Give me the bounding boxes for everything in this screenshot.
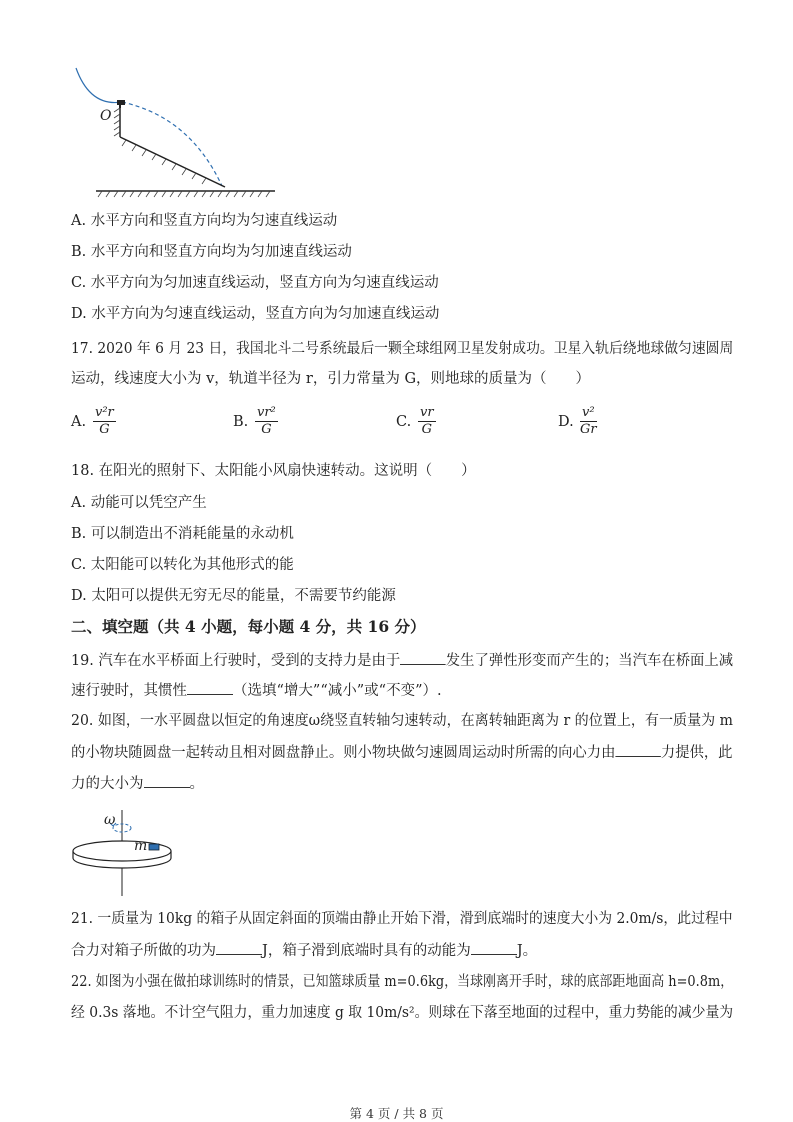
q20-line2 (71, 742, 733, 763)
point-o-label: O (100, 108, 112, 124)
disc-diagram (70, 808, 190, 898)
answer-blank[interactable] (615, 742, 660, 757)
answer-blank[interactable] (216, 940, 262, 955)
q18-option-d: D. 太阳可以提供无穷无尽的能量，不需要节约能源 (71, 588, 396, 604)
fraction-numerator: vr (420, 405, 434, 420)
q20-line1: 20. 如图，一水平圆盘以恒定的角速度ω绕竖直转轴匀速转动，在离转轴距离为 r 的位置上，有一质量为 m (71, 713, 733, 729)
answer-blank[interactable] (400, 650, 446, 665)
q17-option-b-fraction (255, 405, 278, 438)
omega-label: ω (104, 812, 116, 828)
q16-option-b: B. 水平方向和竖直方向均为匀加速直线运动 (71, 244, 352, 260)
q21-text-1: 合力对箱子所做的功为 (71, 943, 216, 959)
q17-stem-line2: 运动，线速度大小为 v，轨道半径为 r，引力常量为 G，则地球的质量为（ ） (71, 371, 591, 387)
q19-text-2: 发生了弹性形变而产生的；当汽车在桥面上减 (445, 653, 734, 669)
q16-option-a: A. 水平方向和竖直方向均为匀速直线运动 (71, 213, 338, 229)
fraction-numerator: v² (580, 405, 597, 422)
q18-option-b: B. 可以制造出不消耗能量的永动机 (71, 526, 294, 542)
answer-blank[interactable] (471, 940, 517, 955)
fraction-numerator: vr² (257, 405, 276, 420)
q21-line2 (71, 940, 537, 961)
q17-option-a-label: A. (71, 414, 87, 430)
q20-text-3: 力的大小为 (71, 776, 144, 792)
q17-option-d-fraction (580, 405, 597, 438)
q21-line1: 21. 一质量为 10kg 的箱子从固定斜面的顶端由静止开始下滑，滑到底端时的速度大小为 2.0m/s，此过程中 (71, 911, 733, 927)
q17-option-b-label: B. (233, 414, 249, 430)
q18-stem: 18. 在阳光的照射下、太阳能小风扇快速转动。这说明（ ） (71, 463, 476, 479)
fraction-denominator: G (421, 422, 432, 437)
q20-text-2: 力提供，此 (660, 745, 733, 761)
q20-line3 (71, 773, 204, 794)
q19-text-3: 速行驶时，其惯性 (71, 683, 187, 699)
fraction-numerator: v²r (95, 405, 114, 420)
q21-text-2: J，箱子滑到底端时具有的动能为 (262, 943, 471, 959)
q18-option-a: A. 动能可以凭空产生 (71, 495, 207, 511)
answer-blank[interactable] (187, 680, 233, 695)
q20-text-1: 的小物块随圆盘一起转动且相对圆盘静止。则小物块做匀速圆周运动时所需的向心力由 (71, 745, 616, 761)
fraction-denominator: G (261, 422, 272, 437)
q22-line2: 经 0.3s 落地。不计空气阻力，重力加速度 g 取 10m/s²。则球在下落至地面的过程中，重力势能的减少量为 (71, 1005, 734, 1021)
q20-text-4: 。 (189, 776, 204, 792)
fraction-denominator: Gr (580, 422, 597, 437)
q17-option-c-fraction (418, 405, 436, 438)
q17-option-d-label: D. (558, 414, 574, 430)
page-footer: 第 4 页 / 共 8 页 (349, 1106, 444, 1121)
section-title-fill-in: 二、填空题（共 4 小题，每小题 4 分，共 16 分） (71, 617, 426, 636)
q21-text-3: J。 (516, 943, 538, 959)
q16-option-c: C. 水平方向为匀加速直线运动，竖直方向为匀速直线运动 (71, 275, 439, 291)
projectile-diagram (70, 62, 280, 202)
answer-blank[interactable] (144, 773, 190, 788)
q19-line1 (71, 650, 733, 671)
figure-rotating-disc (70, 808, 190, 898)
q16-option-d: D. 水平方向为匀速直线运动，竖直方向为匀加速直线运动 (71, 306, 440, 322)
fraction-denominator: G (99, 422, 110, 437)
q17-option-a-fraction (93, 405, 116, 438)
q17-option-c-label: C. (396, 414, 412, 430)
q17-stem-line1: 17. 2020 年 6 月 23 日，我国北斗二号系统最后一颗全球组网卫星发射成功。卫星入轨后绕地球做匀速圆周 (71, 341, 734, 357)
mass-label: m (134, 838, 148, 854)
q19-line2 (71, 680, 442, 701)
q22-line1: 22. 如图为小强在做拍球训练时的情景，已知篮球质量 m=0.6kg，当球刚离开手时，球的底部距地面高 h=0.8m， (71, 974, 734, 990)
q19-text-1: 19. 汽车在水平桥面上行驶时，受到的支持力是由于 (71, 653, 401, 669)
figure-projectile (70, 62, 280, 202)
q18-option-c: C. 太阳能可以转化为其他形式的能 (71, 557, 294, 573)
q19-text-4: （选填“增大”“减小”或“不变”）. (233, 683, 442, 699)
